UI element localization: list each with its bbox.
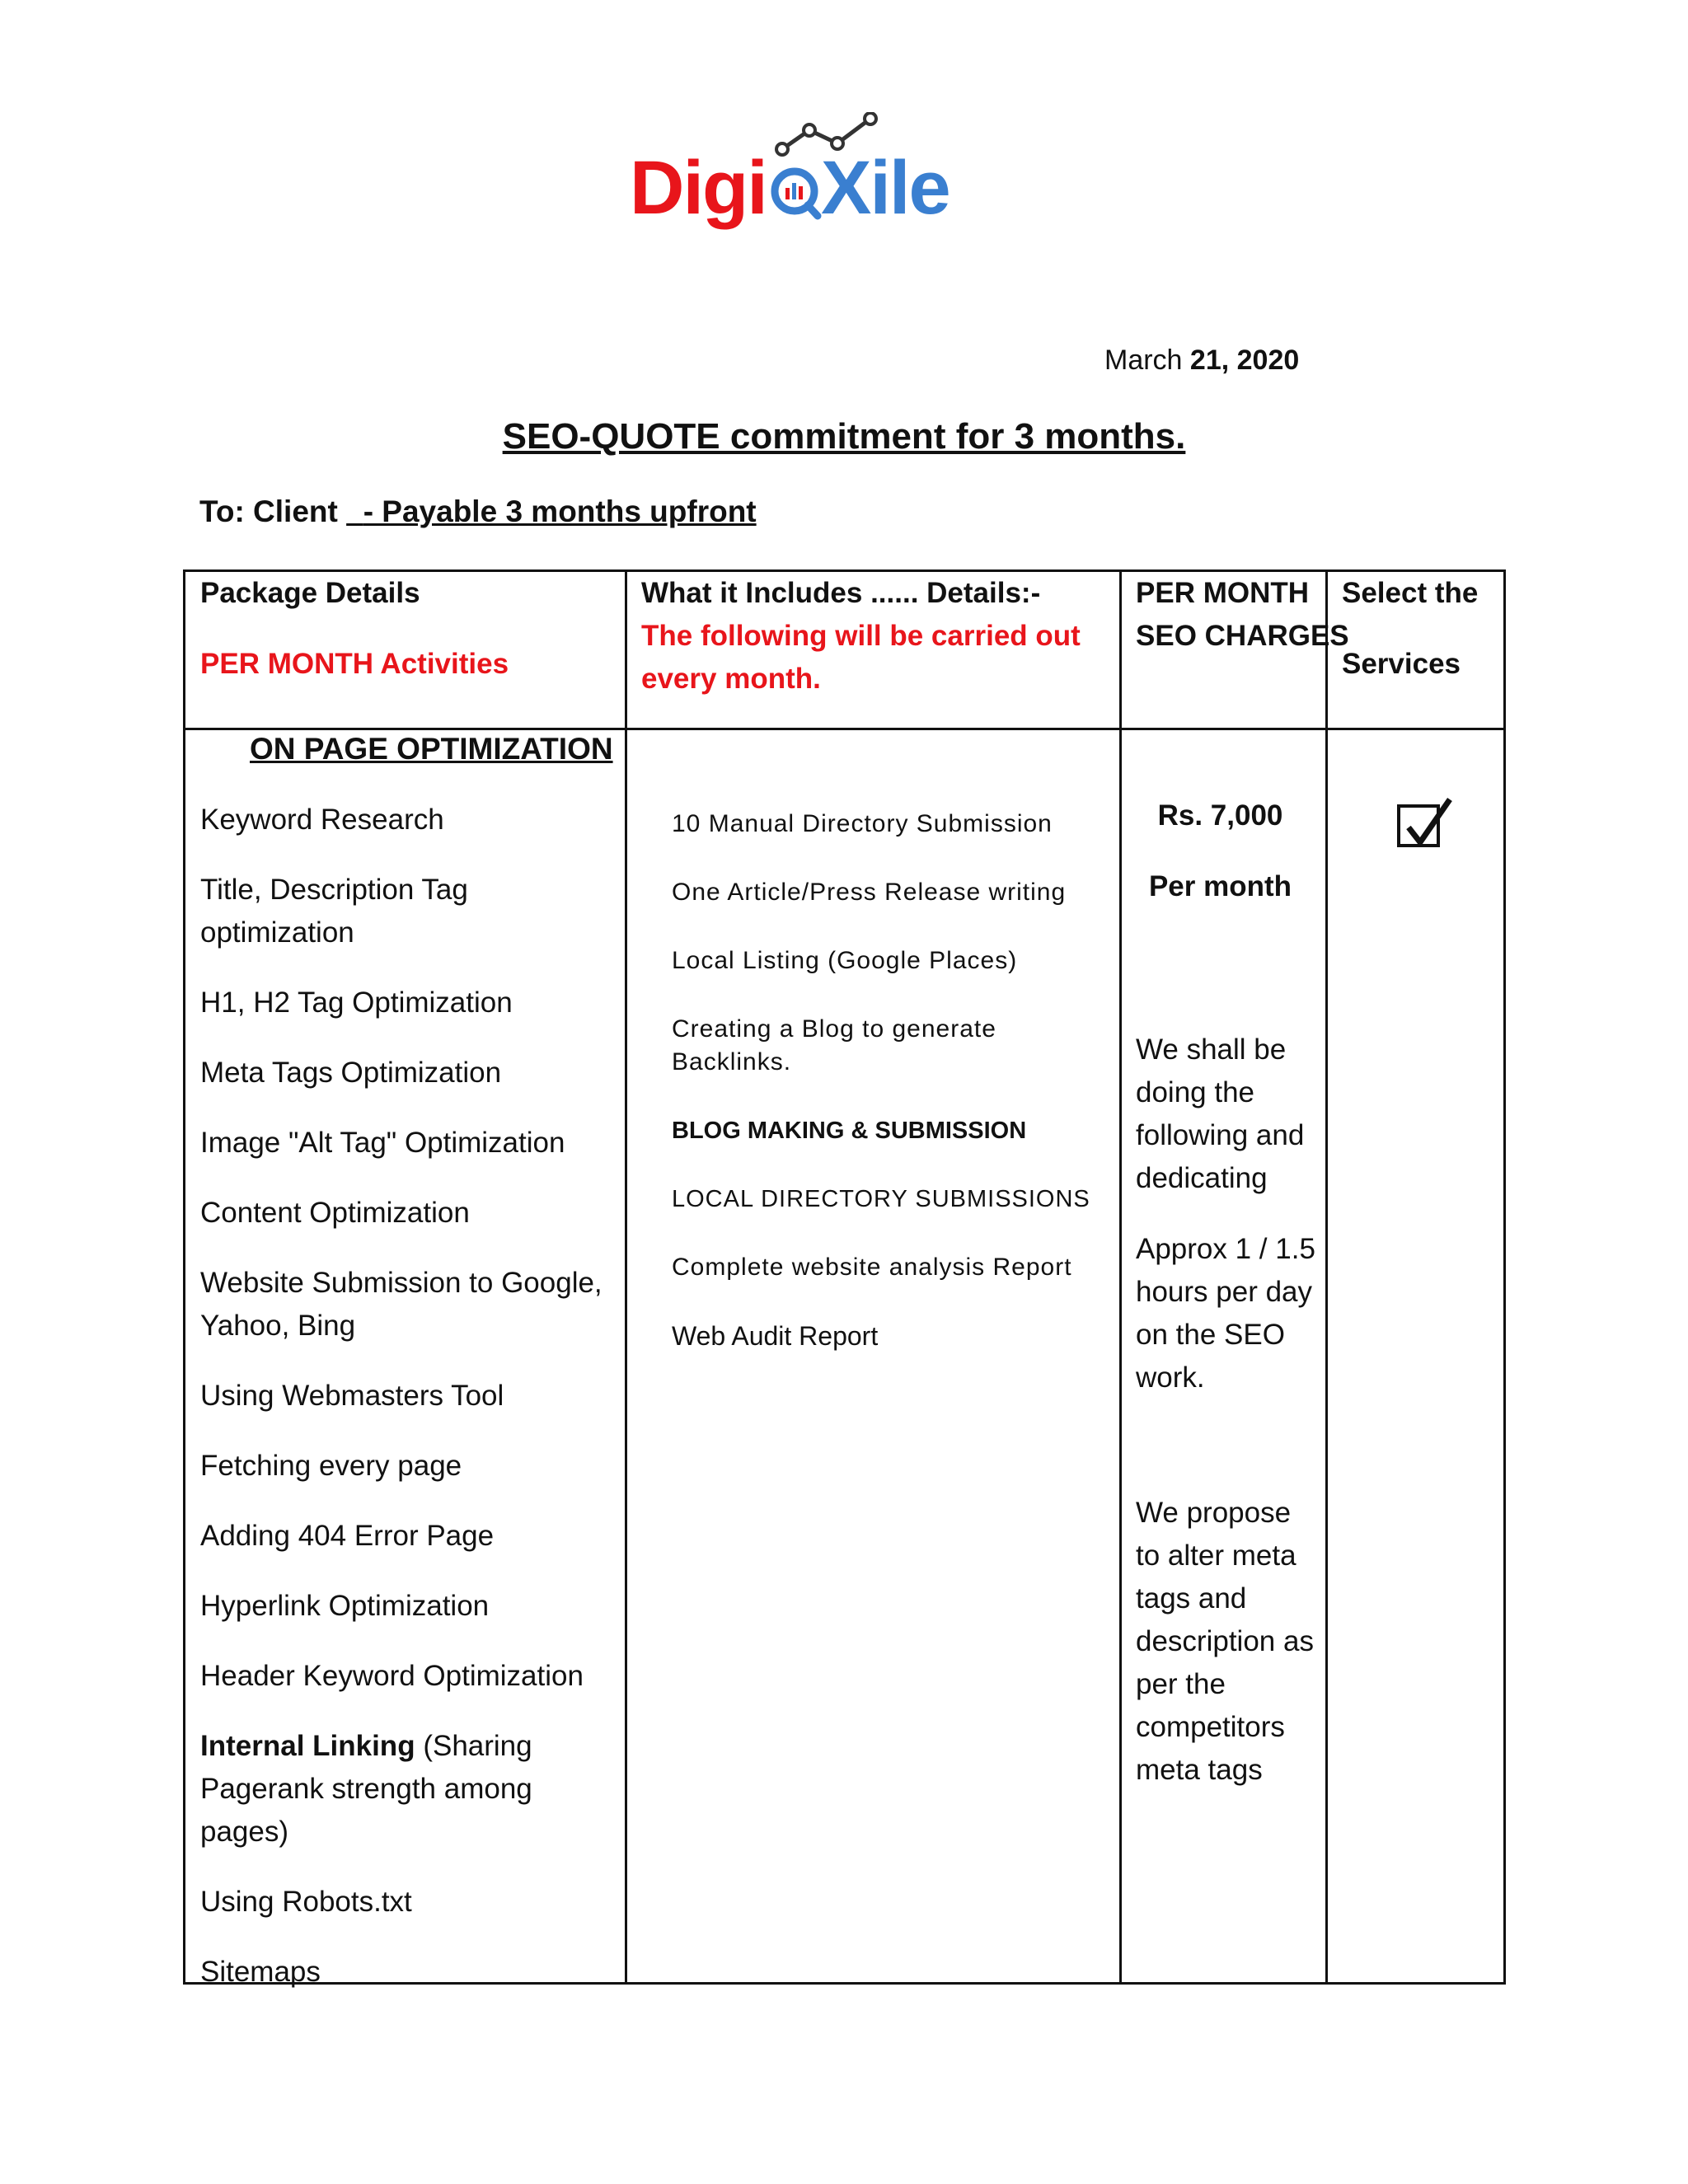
charges-note-2: Approx 1 / 1.5 hours per day on the SEO work. [1136, 1233, 1315, 1394]
include-item: LOCAL DIRECTORY SUBMISSIONS [672, 1186, 1090, 1212]
payment-terms-text: - Payable 3 months upfront [363, 494, 757, 528]
recipient-line [199, 494, 757, 529]
includes-column [672, 808, 1117, 1388]
header-charges [1136, 572, 1349, 658]
activity-item: Website Submission to Google, Yahoo, Bing [200, 1267, 603, 1342]
include-item: Complete website analysis Report [672, 1254, 1072, 1281]
include-item: 10 Manual Directory Submission [672, 810, 1053, 837]
activity-item: Meta Tags Optimization [200, 1057, 502, 1089]
activity-item: Fetching every page [200, 1450, 462, 1482]
include-item: Web Audit Report [672, 1321, 879, 1351]
date-day-year: 21, 2020 [1189, 344, 1300, 376]
section-title: ON PAGE OPTIMIZATION [250, 732, 613, 766]
activities-column [200, 728, 621, 2021]
column-divider [625, 572, 627, 1982]
logo-text-blue: Xile [821, 146, 950, 230]
header-charges-line1: PER MONTH [1136, 577, 1309, 609]
payment-terms [346, 494, 757, 528]
activity-item: Title, Description Tag optimization [200, 874, 468, 949]
header-select-line2: Services [1342, 648, 1461, 680]
charges-column [1136, 794, 1321, 1792]
activity-item: Hyperlink Optimization [200, 1590, 490, 1622]
date-month: March [1104, 344, 1183, 376]
price-value: Rs. 7,000 [1157, 799, 1283, 832]
header-includes [641, 572, 1086, 701]
include-item: BLOG MAKING & SUBMISSION [672, 1118, 1027, 1144]
activity-item: Content Optimization [200, 1197, 470, 1229]
header-per-month-activities: PER MONTH Activities [200, 648, 509, 680]
charges-note-3: We propose to alter meta tags and description as per the competitors meta tags [1136, 1497, 1314, 1786]
header-includes-sub: The following will be carried out every month. [641, 620, 1081, 695]
include-item: Creating a Blog to generate Backlinks. [672, 1015, 996, 1076]
company-logo [630, 112, 968, 230]
logo-text-red: Digi [630, 146, 767, 230]
service-select-checkbox[interactable] [1397, 804, 1440, 847]
activity-item: Using Robots.txt [200, 1886, 412, 1918]
recipient-prefix: To: Client [199, 494, 338, 528]
document-date [1104, 344, 1299, 377]
charges-note-1: We shall be doing the following and dedicating [1136, 1033, 1305, 1194]
header-select-line1: Select the [1342, 577, 1479, 609]
header-package-title: Package Details [200, 577, 420, 609]
header-package-details [200, 572, 509, 686]
quote-table [183, 569, 1506, 1988]
activity-item: H1, H2 Tag Optimization [200, 987, 513, 1019]
header-charges-line2: SEO CHARGES [1136, 620, 1349, 652]
document-title: SEO-QUOTE commitment for 3 months. [502, 416, 1186, 457]
activity-item: Using Webmasters Tool [200, 1380, 504, 1412]
header-select [1342, 572, 1478, 686]
checkmark-icon [1400, 794, 1458, 852]
internal-linking-label: Internal Linking [200, 1730, 415, 1762]
activity-item-internal-linking [200, 1725, 621, 1854]
activity-item: Adding 404 Error Page [200, 1520, 495, 1552]
header-includes-title: What it Includes ...... Details:- [641, 577, 1041, 609]
include-item: Local Listing (Google Places) [672, 947, 1018, 974]
include-item: One Article/Press Release writing [672, 879, 1067, 906]
column-divider [1119, 572, 1122, 1982]
price-period: Per month [1148, 870, 1292, 902]
internal-linking-desc: (Sharing Pagerank strength among pages) [200, 1730, 532, 1848]
activity-item: Image "Alt Tag" Optimization [200, 1127, 565, 1159]
column-divider [1325, 572, 1328, 1982]
activity-item: Header Keyword Optimization [200, 1660, 584, 1692]
activity-item: Sitemaps [200, 1956, 321, 1988]
activity-item: Keyword Research [200, 804, 444, 836]
